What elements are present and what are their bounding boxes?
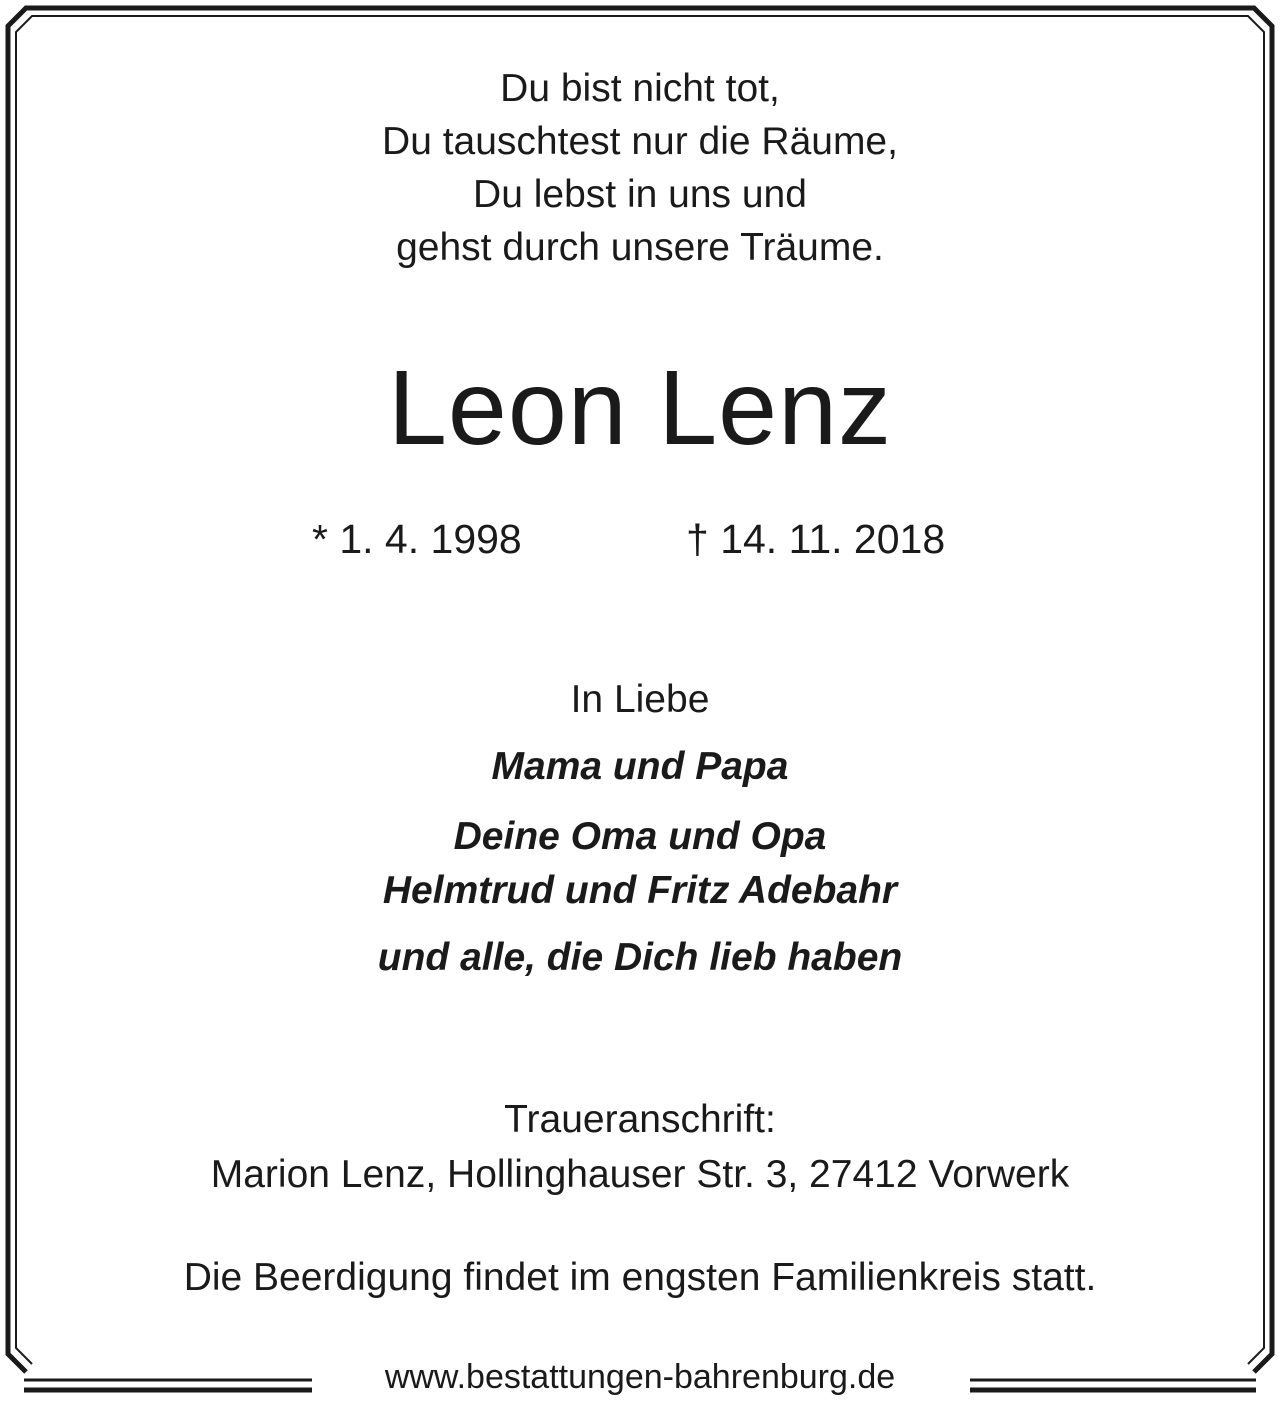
grandparents-line: Helmtrud und Fritz Adebahr	[382, 869, 898, 912]
poem-line: gehst durch unsere Träume.	[396, 226, 884, 269]
birth-date: * 1. 4. 1998	[312, 516, 522, 562]
mourners-grandparents	[0, 810, 1280, 918]
grandparents-line: Deine Oma und Opa	[453, 815, 827, 858]
poem	[0, 62, 1280, 274]
mourning-address	[0, 1092, 1280, 1202]
mourners-others: und alle, die Dich lieb haben	[377, 936, 903, 979]
poem-line: Du bist nicht tot,	[500, 67, 780, 110]
death-date: † 14. 11. 2018	[686, 516, 946, 562]
deceased-name: Leon Lenz	[387, 349, 893, 467]
poem-line: Du tauschtest nur die Räume,	[382, 120, 898, 163]
address-heading: Traueranschrift:	[504, 1098, 776, 1141]
mourners-intro: In Liebe	[570, 678, 710, 721]
poem-line: Du lebst in uns und	[473, 173, 807, 216]
footer-url: www.bestattungen-bahrenburg.de	[384, 1358, 896, 1396]
address-line: Marion Lenz, Hollinghauser Str. 3, 27412 Vorwerk	[210, 1153, 1070, 1196]
funeral-note: Die Beerdigung findet im engsten Familienkreis statt.	[183, 1256, 1097, 1299]
mourners-parents: Mama und Papa	[491, 745, 789, 788]
